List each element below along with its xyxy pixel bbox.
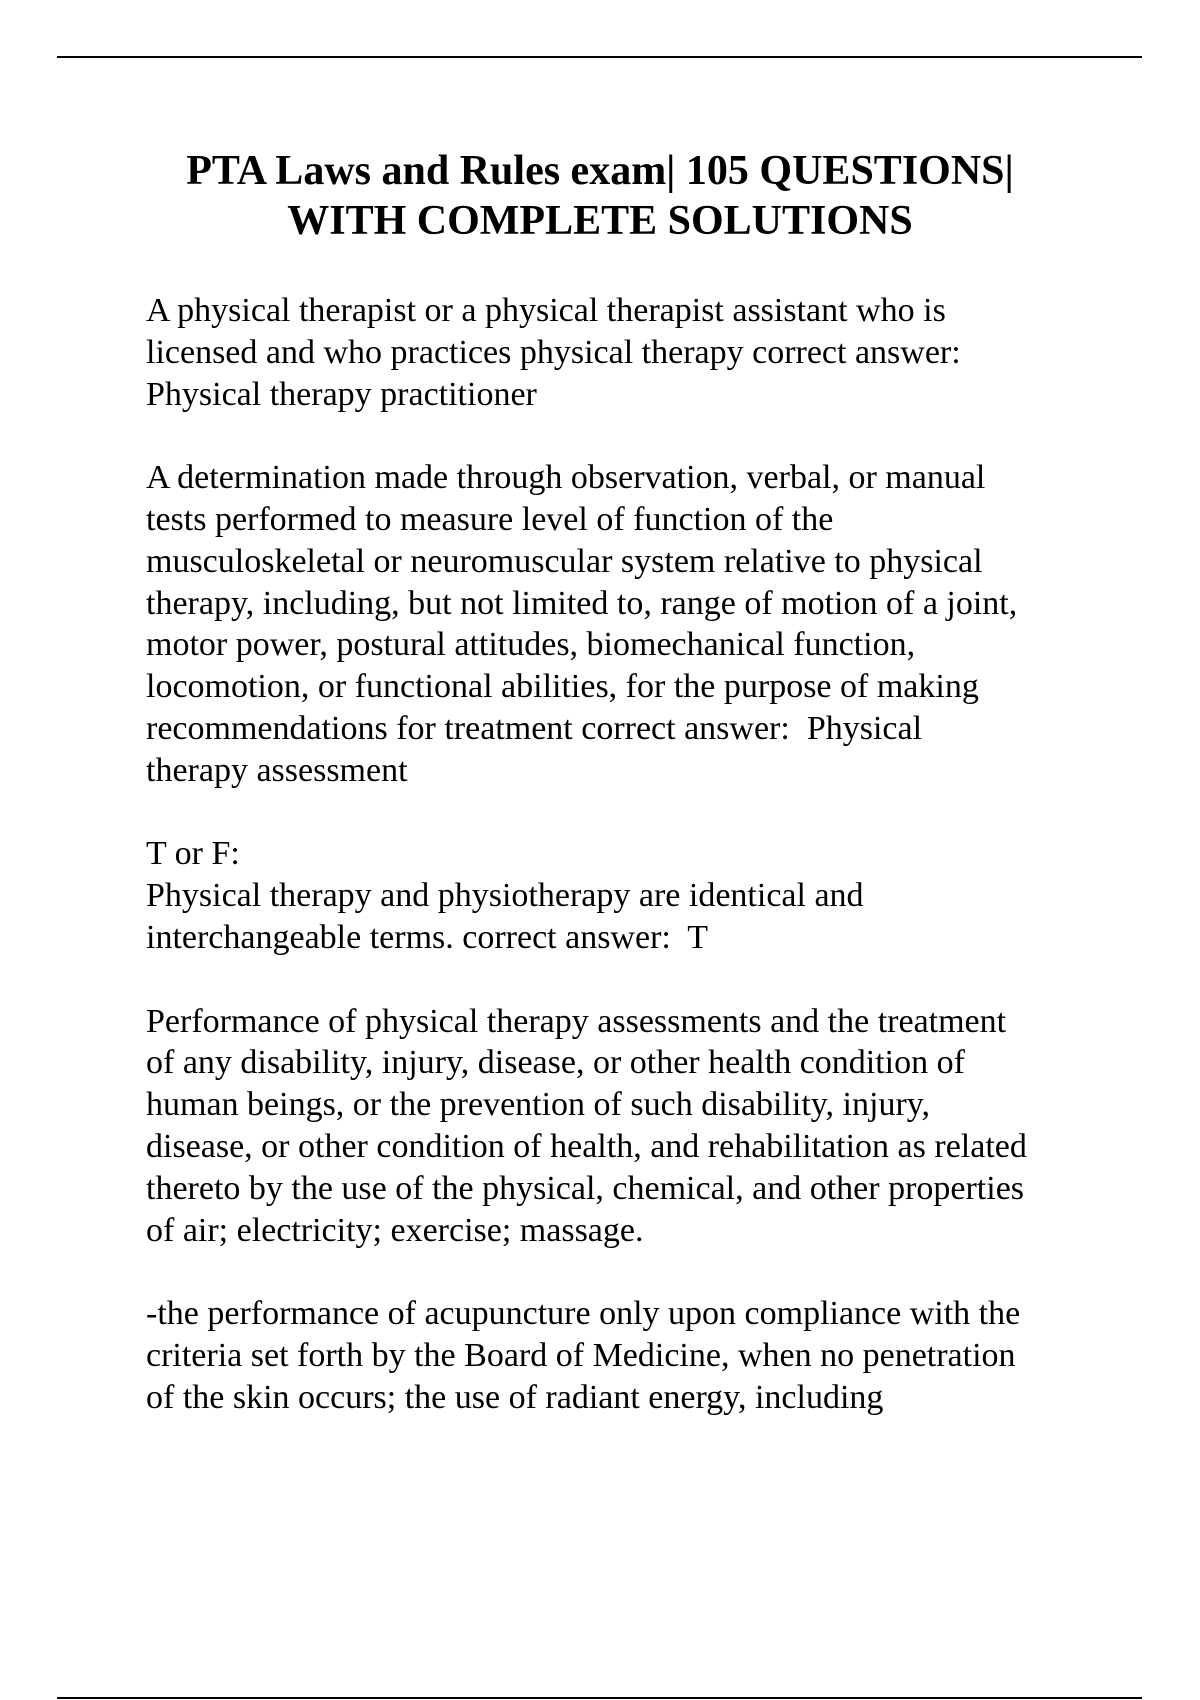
top-divider <box>57 56 1142 58</box>
qa-entry <box>146 457 1146 791</box>
qa-entry <box>146 1293 1146 1418</box>
bottom-divider <box>57 1697 1142 1699</box>
text-line: Physical therapy practitioner <box>146 375 537 413</box>
text-line: criteria set forth by the Board of Medicine, when no penetration <box>146 1336 1016 1374</box>
text-line: Performance of physical therapy assessments and the treatment <box>146 1002 1007 1040</box>
qa-entry <box>146 290 1146 415</box>
text-line: disease, or other condition of health, and rehabilitation as related <box>146 1127 1027 1165</box>
document-body <box>146 290 1146 1460</box>
title-line: WITH COMPLETE SOLUTIONS <box>287 198 913 244</box>
text-line: motor power, postural attitudes, biomechanical function, <box>146 626 916 664</box>
text-line: interchangeable terms. correct answer: T <box>146 918 708 956</box>
text-line: T or F: <box>146 835 240 873</box>
text-line: therapy assessment <box>146 751 408 789</box>
text-line: therapy, including, but not limited to, range of motion of a joint, <box>146 584 1018 622</box>
text-line: of any disability, injury, disease, or other health condition of <box>146 1044 965 1082</box>
text-line: tests performed to measure level of function of the <box>146 500 834 538</box>
text-line: Physical therapy and physiotherapy are identical and <box>146 877 864 915</box>
text-line: A physical therapist or a physical therapist assistant who is <box>146 292 946 329</box>
text-line: human beings, or the prevention of such disability, injury, <box>146 1086 931 1124</box>
document-title <box>100 146 1100 246</box>
text-line: -the performance of acupuncture only upon compliance with the <box>146 1295 1021 1333</box>
text-line: thereto by the use of the physical, chemical, and other properties <box>146 1169 1025 1207</box>
title-line: PTA Laws and Rules exam| 105 QUESTIONS| <box>186 148 1014 194</box>
text-line: locomotion, or functional abilities, for the purpose of making <box>146 668 979 706</box>
text-line: recommendations for treatment correct answer: Physical <box>146 709 923 747</box>
text-line: of air; electricity; exercise; massage. <box>146 1211 644 1249</box>
qa-entry <box>146 833 1146 958</box>
text-line: A determination made through observation, verbal, or manual <box>146 459 986 497</box>
text-line: of the skin occurs; the use of radiant energy, including <box>146 1378 884 1416</box>
qa-entry <box>146 1001 1146 1252</box>
text-line: musculoskeletal or neuromuscular system relative to physical <box>146 542 983 580</box>
text-line: licensed and who practices physical therapy correct answer: <box>146 333 961 371</box>
